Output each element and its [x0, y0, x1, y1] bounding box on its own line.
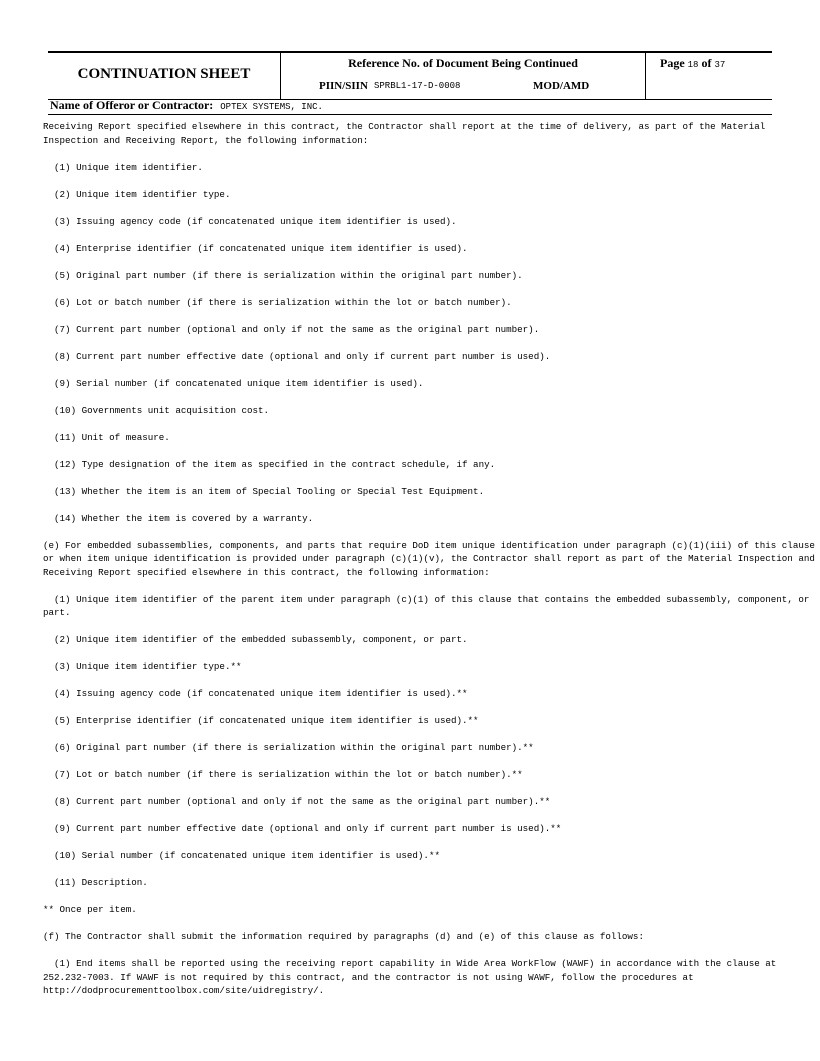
paragraph: (10) Governments unit acquisition cost.: [43, 404, 270, 416]
paragraph: (14) Whether the item is covered by a warranty.: [43, 512, 314, 524]
offeror-label: Name of Offeror or Contractor:: [50, 98, 214, 112]
paragraph: (6) Original part number (if there is serialization within the original part number).**: [43, 742, 534, 753]
paragraph: Receiving Report specified elsewhere in this contract, the Contractor shall report at the time of delivery, as part of the Material Inspection and Receiving Report, the following information:: [43, 121, 771, 146]
header-title-cell: [48, 53, 281, 99]
paragraph: (8) Current part number (optional and only if not the same as the original part number).**: [43, 796, 551, 807]
paragraph: (1) Unique item identifier.: [43, 161, 203, 173]
document-body: [43, 120, 820, 998]
paragraph: (7) Lot or batch number (if there is serialization within the lot or batch number).**: [43, 769, 523, 780]
paragraph: (11) Unit of measure.: [43, 431, 170, 443]
header-page-cell: [646, 53, 772, 99]
paragraph: (3) Issuing agency code (if concatenated unique item identifier is used).: [43, 215, 457, 227]
offeror-line: [50, 98, 323, 113]
paragraph: (1) Unique item identifier of the parent item under paragraph (c)(1) of this clause that contains the embedded subassembly, component, or part.: [43, 593, 815, 618]
paragraph: (2) Unique item identifier type.: [43, 188, 231, 200]
paragraph: ** Once per item.: [43, 904, 137, 915]
header-reference-cell: [281, 53, 646, 99]
paragraph: (13) Whether the item is an item of Special Tooling or Special Test Equipment.: [43, 485, 485, 497]
page-number: 18: [687, 60, 699, 70]
paragraph: (10) Serial number (if concatenated unique item identifier is used).**: [43, 850, 440, 861]
paragraph: (11) Description.: [43, 877, 148, 888]
header-divider: [48, 114, 772, 115]
paragraph: (4) Enterprise identifier (if concatenated unique item identifier is used).: [43, 242, 468, 254]
page-indicator: [660, 56, 725, 71]
page-label: Page: [660, 56, 685, 70]
paragraph: (5) Original part number (if there is serialization within the original part number).: [43, 269, 523, 281]
page-total: 37: [714, 60, 726, 70]
reference-label: Reference No. of Document Being Continued: [348, 56, 578, 70]
paragraph: (6) Lot or batch number (if there is serialization within the lot or batch number).: [43, 296, 512, 308]
continuation-sheet-header: [48, 51, 772, 100]
sheet-title: CONTINUATION SHEET: [77, 66, 251, 82]
piin-value: SPRBL1-17-D-0008: [374, 81, 461, 91]
paragraph: (7) Current part number (optional and only if not the same as the original part number).: [43, 323, 540, 335]
paragraph: (12) Type designation of the item as specified in the contract schedule, if any.: [43, 458, 496, 470]
piin-label: PIIN/SIIN: [319, 80, 368, 92]
paragraph: (3) Unique item identifier type.**: [43, 661, 242, 672]
offeror-name: OPTEX SYSTEMS, INC.: [220, 102, 323, 112]
paragraph: (f) The Contractor shall submit the information required by paragraphs (d) and (e) of this clause as follows:: [43, 931, 644, 942]
paragraph: (e) For embedded subassemblies, components, and parts that require DoD item unique identification under paragraph (c)(1)(iii) of this clause or when item unique identification is provided under paragraph (c)(1)(v), the Contractor shall report as part of the Material Inspection and Receiving Report specified elsewhere in this contract, the following information:: [43, 539, 820, 578]
paragraph: (1) End items shall be reported using the receiving report capability in Wide Area WorkFlow (WAWF) in accordance with the clause at 252.232-7003. If WAWF is not required by this contract, and the contractor is not using WAWF, follow the procedures at http://dodprocurementtoolbox.com/site/uidregistry/.: [43, 958, 782, 996]
mod-amd-label: MOD/AMD: [533, 80, 590, 92]
paragraph: (2) Unique item identifier of the embedded subassembly, component, or part.: [43, 634, 468, 645]
paragraph: (5) Enterprise identifier (if concatenated unique item identifier is used).**: [43, 715, 479, 726]
paragraph: (9) Current part number effective date (optional and only if current part number is used).**: [43, 823, 562, 834]
paragraph: (4) Issuing agency code (if concatenated unique item identifier is used).**: [43, 688, 468, 699]
paragraph: (9) Serial number (if concatenated unique item identifier is used).: [43, 377, 424, 389]
paragraph: (8) Current part number effective date (optional and only if current part number is used).: [43, 350, 551, 362]
of-label: of: [701, 56, 712, 70]
